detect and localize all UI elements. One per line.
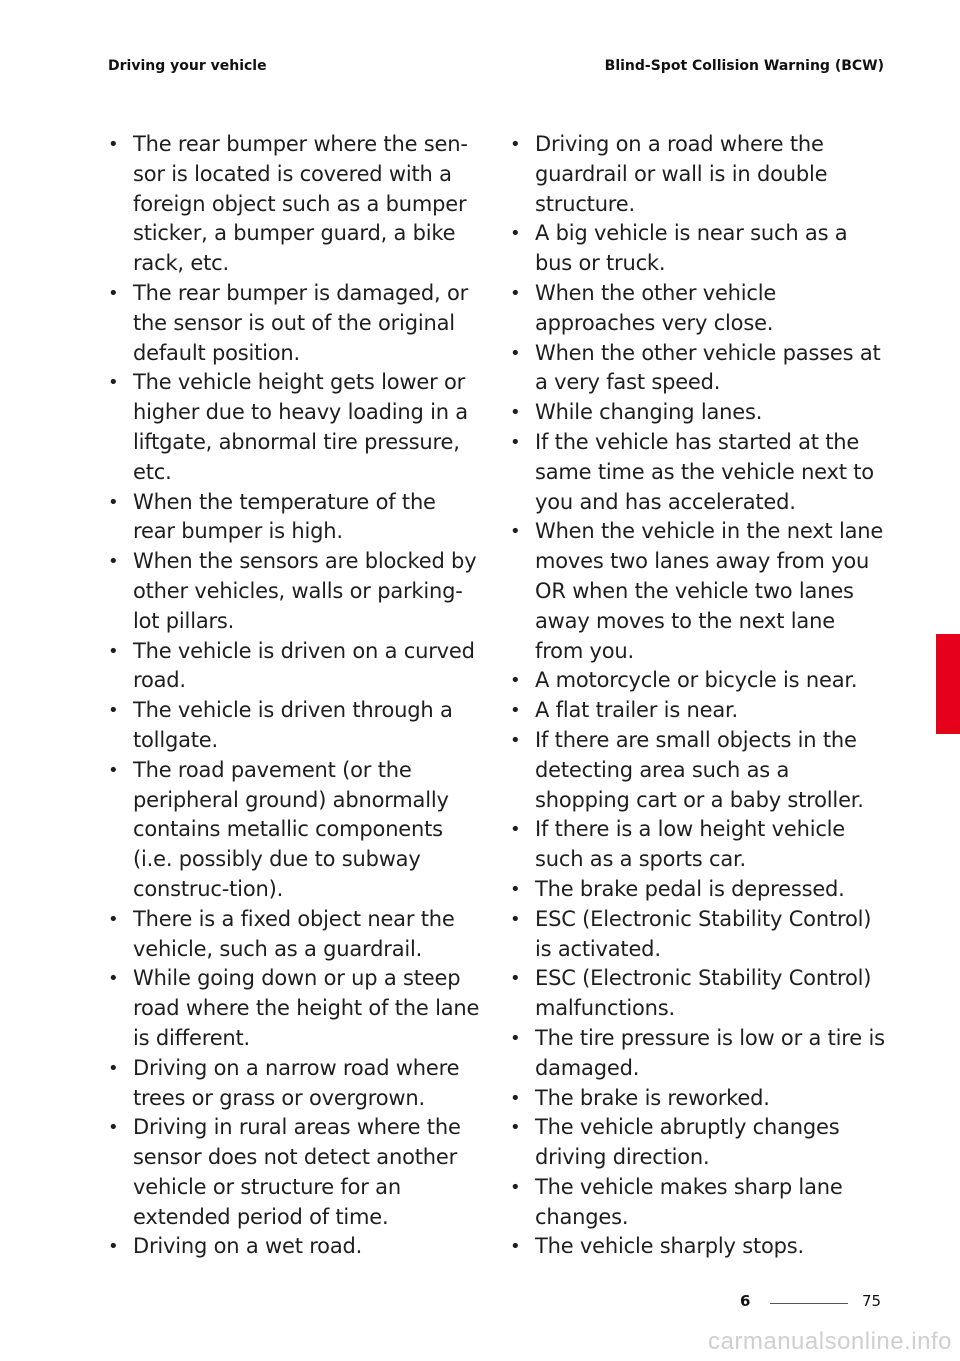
bullet-item	[108, 905, 483, 965]
bullet-item	[510, 1173, 885, 1233]
bullet-item	[510, 666, 885, 696]
bullet-icon: •	[510, 1117, 521, 1139]
bullet-text: ESC (Electronic Stability Control) is activated.	[535, 906, 872, 961]
watermark-text: carmanualsonline.info	[708, 1328, 952, 1355]
bullet-icon: •	[510, 908, 521, 930]
bullet-icon: •	[510, 878, 521, 900]
bullet-text: The rear bumper is damaged, or the sensor is out of the original default position.	[133, 280, 469, 365]
bullet-item	[510, 1232, 885, 1262]
bullet-icon: •	[510, 968, 521, 990]
bullet-text: ESC (Electronic Stability Control) malfunctions.	[535, 966, 872, 1021]
bullet-item	[510, 1024, 885, 1084]
bullet-text: While changing lanes.	[535, 400, 763, 425]
bullet-item	[510, 696, 885, 726]
bullet-text: Driving in rural areas where the sensor does not detect another vehicle or structure for an extended period of time.	[133, 1115, 461, 1229]
footer-page-number: 75	[862, 1292, 882, 1310]
bullet-item	[108, 488, 483, 548]
bullet-icon: •	[510, 282, 521, 304]
bullet-item	[108, 756, 483, 905]
bullet-icon: •	[510, 729, 521, 751]
bullet-text: When the sensors are blocked by other vehicles, walls or parking-lot pillars.	[133, 549, 477, 633]
bullet-icon: •	[108, 1057, 119, 1079]
footer-chapter-number: 6	[740, 1292, 751, 1310]
running-header-topic: Blind-Spot Collision Warning (BCW)	[604, 58, 884, 74]
bullet-text: A big vehicle is near such as a bus or truck.	[535, 221, 848, 276]
bullet-text: When the vehicle in the next lane moves two lanes away from you OR when the vehicle two lanes away moves to the next lane from you.	[535, 519, 884, 663]
bullet-icon: •	[510, 223, 521, 245]
bullet-icon: •	[108, 551, 119, 573]
bullet-icon: •	[108, 491, 119, 513]
bullet-text: There is a fixed object near the vehicle, such as a guardrail.	[133, 906, 455, 961]
bullet-text: If the vehicle has started at the same time as the vehicle next to you and has accelerated.	[535, 429, 874, 514]
running-header-section: Driving your vehicle	[108, 58, 267, 74]
bullet-item	[108, 696, 483, 756]
bullet-icon: •	[108, 700, 119, 722]
bullet-item	[510, 279, 885, 339]
bullet-text: The vehicle sharply stops.	[535, 1234, 804, 1259]
bullet-text: A motorcycle or bicycle is near.	[535, 668, 858, 693]
bullet-icon: •	[510, 1176, 521, 1198]
bullet-text: When the temperature of the rear bumper is high.	[133, 489, 436, 544]
bullet-icon: •	[510, 402, 521, 424]
bullet-item	[510, 1084, 885, 1114]
bullet-icon: •	[108, 908, 119, 930]
right-column-list	[510, 130, 885, 1262]
bullet-item	[108, 1054, 483, 1114]
bullet-text: When the other vehicle passes at a very fast speed.	[535, 340, 881, 395]
bullet-text: The rear bumper where the sen-sor is located is covered with a foreign object such as a bumper sticker, a bumper guard, a bike rack, etc.	[133, 132, 468, 276]
bullet-icon: •	[510, 134, 521, 155]
bullet-item	[510, 517, 885, 666]
bullet-item	[510, 726, 885, 815]
bullet-item	[108, 1232, 483, 1262]
bullet-icon: •	[108, 1236, 119, 1258]
chapter-tab-number: 6	[941, 708, 955, 732]
bullet-icon: •	[108, 282, 119, 304]
bullet-item	[108, 637, 483, 697]
bullet-item	[510, 428, 885, 517]
bullet-text: The tire pressure is low or a tire is damaged.	[535, 1025, 885, 1080]
bullet-text: Driving on a wet road.	[133, 1234, 363, 1259]
bullet-icon: •	[108, 759, 119, 781]
bullet-text: While going down or up a steep road where the height of the lane is different.	[133, 966, 480, 1050]
bullet-item	[108, 1113, 483, 1232]
bullet-icon: •	[108, 1117, 119, 1139]
bullet-item	[510, 219, 885, 279]
bullet-item	[108, 964, 483, 1053]
bullet-icon: •	[108, 134, 119, 155]
bullet-item	[510, 339, 885, 399]
bullet-item	[510, 905, 885, 965]
bullet-text: Driving on a road where the guardrail or wall is in double structure.	[535, 132, 828, 216]
bullet-item	[510, 815, 885, 875]
bullet-icon: •	[108, 640, 119, 662]
bullet-item	[108, 547, 483, 636]
bullet-icon: •	[510, 1236, 521, 1258]
bullet-item	[108, 279, 483, 368]
bullet-icon: •	[510, 1027, 521, 1049]
bullet-icon: •	[510, 521, 521, 543]
bullet-text: The brake pedal is depressed.	[535, 876, 845, 901]
bullet-text: The vehicle abruptly changes driving direction.	[535, 1115, 840, 1170]
bullet-text: The road pavement (or the peripheral ground) abnormally contains metallic components (i.e. possibly due to subway construc-tion).	[133, 757, 449, 901]
bullet-item	[108, 130, 483, 279]
bullet-item	[510, 875, 885, 905]
bullet-icon: •	[510, 700, 521, 722]
bullet-text: The vehicle makes sharp lane changes.	[535, 1174, 843, 1229]
bullet-text: Driving on a narrow road where trees or grass or overgrown.	[133, 1055, 460, 1110]
bullet-item	[510, 1113, 885, 1173]
left-column-list	[108, 130, 483, 1262]
footer-divider	[770, 1303, 848, 1304]
bullet-item	[108, 368, 483, 487]
bullet-item	[510, 964, 885, 1024]
bullet-icon: •	[108, 372, 119, 394]
bullet-icon: •	[510, 342, 521, 364]
bullet-icon: •	[510, 819, 521, 841]
bullet-icon: •	[510, 1087, 521, 1109]
bullet-icon: •	[510, 670, 521, 692]
bullet-text: When the other vehicle approaches very close.	[535, 280, 777, 335]
bullet-text: The vehicle is driven through a tollgate.	[133, 698, 453, 752]
bullet-text: A flat trailer is near.	[535, 698, 739, 723]
bullet-item	[510, 130, 885, 219]
bullet-text: The brake is reworked.	[535, 1085, 770, 1110]
bullet-icon: •	[108, 968, 119, 990]
bullet-text: The vehicle is driven on a curved road.	[133, 638, 475, 693]
bullet-item	[510, 398, 885, 428]
bullet-text: If there are small objects in the detecting area such as a shopping cart or a baby stroller.	[535, 727, 864, 812]
bullet-text: If there is a low height vehicle such as a sports car.	[535, 817, 846, 872]
bullet-icon: •	[510, 431, 521, 453]
bullet-text: The vehicle height gets lower or higher due to heavy loading in a liftgate, abnormal tire pressure, etc.	[133, 370, 468, 484]
